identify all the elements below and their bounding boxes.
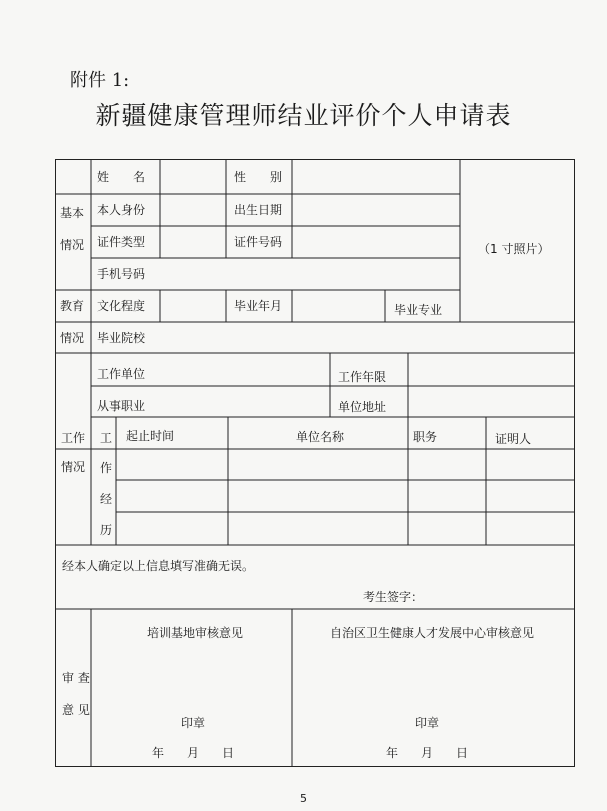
page-number: 5 [300, 792, 307, 805]
history-char-3: 经 [100, 492, 113, 506]
major-label: 毕业专业 [394, 303, 443, 317]
center-seal-label: 印章 [415, 716, 440, 730]
col-period-header: 起止时间 [126, 429, 175, 443]
photo-placeholder: （1 寸照片） [478, 242, 550, 256]
work-section-label-2: 情况 [61, 460, 86, 474]
base-month-label: 月 [187, 746, 200, 760]
center-year-label: 年 [386, 746, 399, 760]
center-opinion-label: 自治区卫生健康人才发展中心审核意见 [330, 626, 535, 640]
history-char-2: 作 [100, 461, 113, 475]
phone-label: 手机号码 [97, 267, 146, 281]
base-opinion-label: 培训基地审核意见 [147, 626, 244, 640]
declaration-text: 经本人确定以上信息填写准确无误。 [62, 559, 255, 573]
review-section-label-2: 意 见 [62, 703, 90, 717]
work-years-label: 工作年限 [338, 370, 387, 384]
basic-section-label-1: 基本 [60, 206, 85, 220]
base-year-label: 年 [152, 746, 165, 760]
education-section-label-2: 情况 [60, 331, 85, 345]
col-unit-header: 单位名称 [296, 430, 345, 444]
education-level-label: 文化程度 [97, 299, 146, 313]
history-char-4: 历 [100, 523, 113, 537]
school-label: 毕业院校 [97, 331, 146, 345]
center-day-label: 日 [456, 746, 469, 760]
basic-section-label-2: 情况 [60, 238, 85, 252]
gender-label: 性 别 [234, 170, 283, 184]
id-type-label: 证件类型 [97, 235, 146, 249]
center-month-label: 月 [421, 746, 434, 760]
address-label: 单位地址 [338, 400, 387, 414]
education-section-label-1: 教育 [60, 299, 85, 313]
history-char-1: 工 [100, 431, 113, 445]
birth-date-label: 出生日期 [234, 203, 283, 217]
attachment-label: 附件 1: [70, 70, 130, 91]
col-witness-header: 证明人 [495, 432, 532, 446]
grad-date-label: 毕业年月 [234, 299, 283, 313]
work-section-label-1: 工作 [61, 431, 86, 445]
occupation-label: 从事职业 [97, 399, 146, 413]
signature-label: 考生签字： [363, 590, 424, 604]
employer-label: 工作单位 [97, 367, 146, 381]
name-label: 姓 名 [97, 170, 146, 184]
base-day-label: 日 [222, 746, 235, 760]
base-seal-label: 印章 [181, 716, 206, 730]
review-section-label-1: 审 查 [62, 671, 90, 685]
form-title: 新疆健康管理师结业评价个人申请表 [95, 101, 512, 130]
col-position-header: 职务 [413, 430, 438, 444]
identity-label: 本人身份 [97, 203, 146, 217]
id-number-label: 证件号码 [234, 235, 283, 249]
